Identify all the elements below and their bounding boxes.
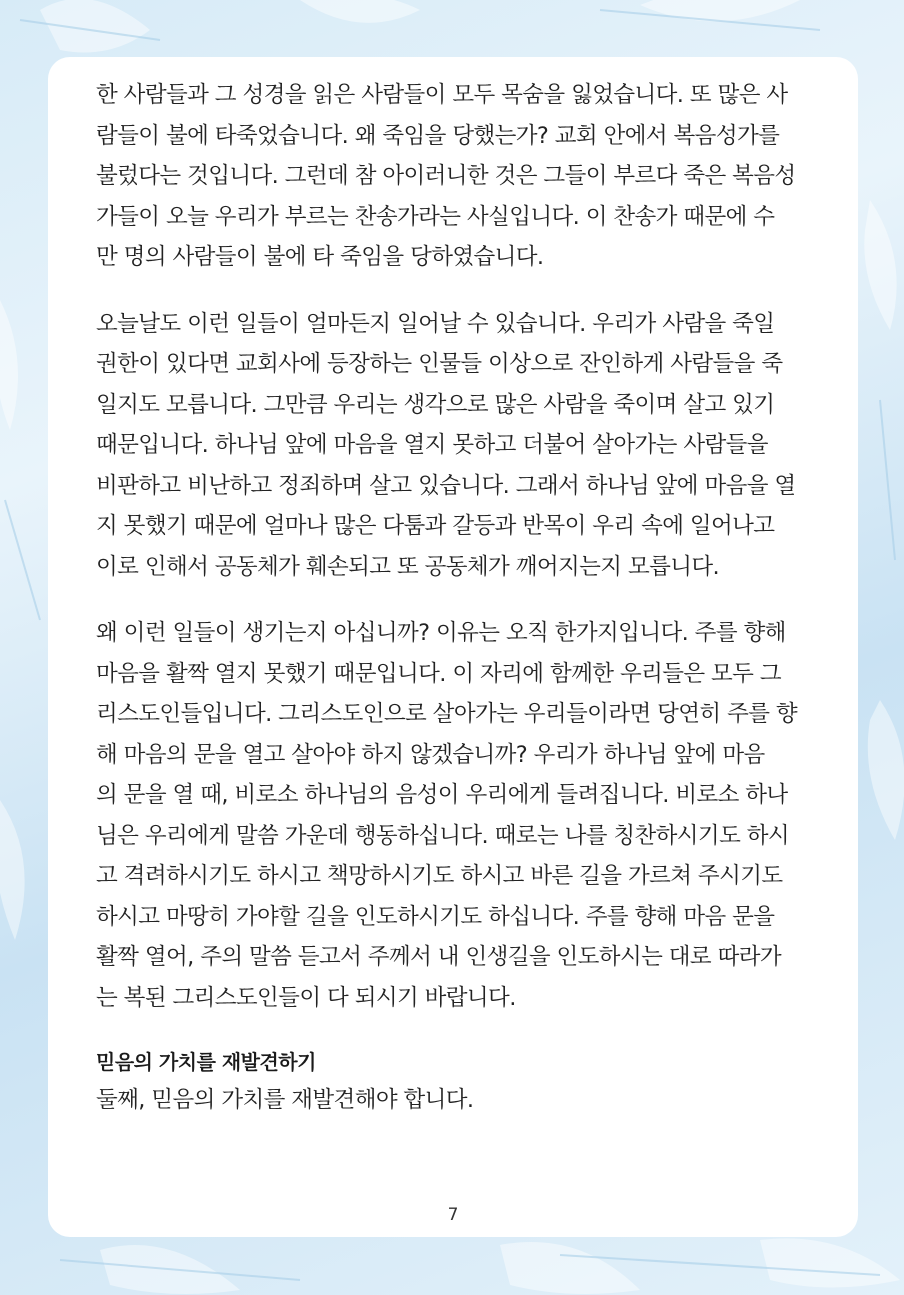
section-paragraph bbox=[96, 1080, 810, 1121]
paragraph-1 bbox=[96, 75, 810, 278]
paragraph-3 bbox=[96, 613, 810, 1018]
text-line: 는 복된 그리스도인들이 다 되시기 바랍니다. bbox=[96, 984, 516, 1011]
text-line: 오늘날도 이런 일들이 얼마든지 일어날 수 있습니다. 우리가 사람을 죽일 bbox=[96, 310, 775, 337]
text-line: 만 명의 사람들이 불에 타 죽임을 당하였습니다. bbox=[96, 244, 544, 270]
text-line: 가들이 오늘 우리가 부르는 찬송가라는 사실입니다. 이 찬송가 때문에 수 bbox=[96, 203, 775, 230]
text-line: 때문입니다. 하나님 앞에 마음을 열지 못하고 더불어 살아가는 사람들을 bbox=[96, 432, 768, 458]
text-line: 권한이 있다면 교회사에 등장하는 인물들 이상으로 잔인하게 사람들을 죽 bbox=[96, 351, 783, 377]
text-line: 고 격려하시기도 하시고 책망하시기도 하시고 바른 길을 가르쳐 주시기도 bbox=[96, 863, 783, 889]
paragraph-2 bbox=[96, 304, 810, 588]
text-line: 일지도 모릅니다. 그만큼 우리는 생각으로 많은 사람을 죽이며 살고 있기 bbox=[96, 391, 775, 418]
page-card bbox=[48, 57, 858, 1237]
text-line: 이로 인해서 공동체가 훼손되고 또 공동체가 깨어지는지 모릅니다. bbox=[96, 553, 720, 580]
paragraph-gap bbox=[96, 278, 810, 304]
text-line: 둘째, 믿음의 가치를 재발견해야 합니다. bbox=[96, 1087, 474, 1113]
page-content bbox=[96, 75, 810, 1121]
page-number: 7 bbox=[447, 1205, 459, 1225]
text-line: 한 사람들과 그 성경을 읽은 사람들이 모두 목숨을 잃었습니다. 또 많은 사 bbox=[96, 82, 788, 108]
text-line: 불렀다는 것입니다. 그런데 참 아이러니한 것은 그들이 부르다 죽은 복음성 bbox=[96, 163, 796, 189]
text-line: 비판하고 비난하고 정죄하며 살고 있습니다. 그래서 하나님 앞에 마음을 열 bbox=[96, 472, 796, 499]
text-line: 활짝 열어, 주의 말씀 듣고서 주께서 내 인생길을 인도하시는 대로 따라가 bbox=[96, 944, 781, 970]
paragraph-gap bbox=[96, 587, 810, 613]
paragraph-gap bbox=[96, 1018, 810, 1044]
text-line: 지 못했기 때문에 얼마나 많은 다툼과 갈등과 반목이 우리 속에 일어나고 bbox=[96, 513, 775, 539]
text-line: 리스도인들입니다. 그리스도인으로 살아가는 우리들이라면 당연히 주를 향 bbox=[96, 701, 798, 727]
section-heading: 믿음의 가치를 재발견하기 bbox=[96, 1050, 316, 1074]
text-line: 의 문을 열 때, 비로소 하나님의 음성이 우리에게 들려집니다. 비로소 하나 bbox=[96, 782, 788, 808]
text-line: 왜 이런 일들이 생기는지 아십니까? 이유는 오직 한가지입니다. 주를 향해 bbox=[96, 620, 786, 646]
text-line: 람들이 불에 타죽었습니다. 왜 죽임을 당했는가? 교회 안에서 복음성가를 bbox=[96, 122, 780, 149]
text-line: 하시고 마땅히 가야할 길을 인도하시기도 하십니다. 주를 향해 마음 문을 bbox=[96, 903, 775, 930]
text-line: 해 마음의 문을 열고 살아야 하지 않겠습니까? 우리가 하나님 앞에 마음 bbox=[96, 741, 765, 768]
text-line: 님은 우리에게 말씀 가운데 행동하십니다. 때로는 나를 칭찬하시기도 하시 bbox=[96, 822, 790, 849]
text-line: 마음을 활짝 열지 못했기 때문입니다. 이 자리에 함께한 우리들은 모두 그 bbox=[96, 660, 781, 687]
